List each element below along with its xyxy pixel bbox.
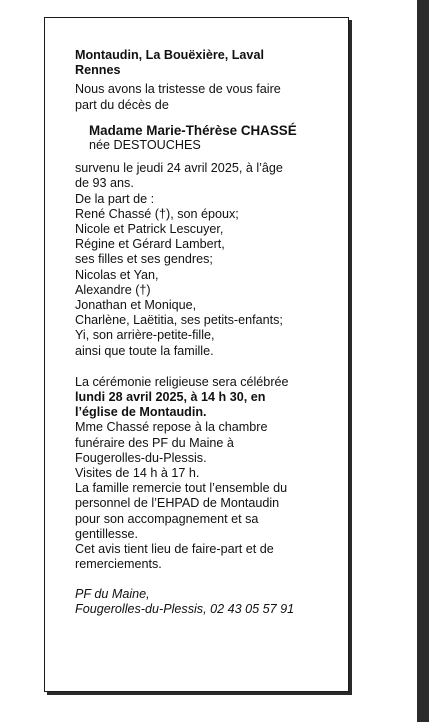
detail-line: ainsi que toute la famille. — [75, 343, 214, 358]
ceremony-section — [75, 375, 345, 573]
ceremony-line: gentillesse. — [75, 526, 139, 541]
places-heading: Montaudin, La Bouëxière, Laval — [75, 48, 264, 62]
detail-line: survenu le jeudi 24 avril 2025, à l’âge — [75, 161, 283, 176]
detail-line: Jonathan et Monique, — [75, 298, 197, 313]
scrollbar-strip — [417, 0, 429, 722]
ceremony-line: personnel de l’EHPAD de Montaudin — [75, 496, 280, 511]
detail-line: Nicole et Patrick Lescuyer, — [75, 222, 224, 237]
family-details — [75, 161, 345, 359]
detail-line: de 93 ans. — [75, 176, 134, 191]
ceremony-line: Mme Chassé repose à la chambre — [75, 420, 268, 435]
intro-text: Nous avons la tristesse de vous faire — [75, 82, 281, 97]
obituary-notice — [44, 17, 349, 692]
deceased-block — [89, 123, 345, 153]
deceased-name: Madame Marie-Thérèse CHASSÉ — [89, 122, 297, 138]
ceremony-line: Cet avis tient lieu de faire-part et de — [75, 542, 274, 557]
funeral-home-contact: Fougerolles-du-Plessis, 02 43 05 57 91 — [75, 601, 295, 616]
funeral-home-footer — [75, 587, 345, 617]
detail-line: Yi, son arrière-petite-fille, — [75, 328, 215, 343]
maiden-name: née DESTOUCHES — [89, 138, 201, 153]
places-heading-city: Rennes — [75, 63, 121, 78]
ceremony-line: Fougerolles-du-Plessis. — [75, 450, 207, 465]
intro-text: part du décès de — [75, 97, 169, 112]
detail-line: Régine et Gérard Lambert, — [75, 237, 225, 252]
ceremony-line: pour son accompagnement et sa — [75, 511, 259, 526]
notice-content — [75, 48, 345, 617]
ceremony-date: lundi 28 avril 2025, à 14 h 30, en — [75, 390, 266, 405]
detail-line: De la part de : — [75, 191, 155, 206]
detail-line: ses filles et ses gendres; — [75, 252, 213, 267]
funeral-home-name: PF du Maine, — [75, 586, 150, 601]
ceremony-line: Visites de 14 h à 17 h. — [75, 466, 200, 481]
ceremony-intro: La cérémonie religieuse sera célébrée — [75, 374, 289, 389]
ceremony-place: l’église de Montaudin. — [75, 405, 207, 420]
detail-line: Nicolas et Yan, — [75, 267, 159, 282]
detail-line: René Chassé (†), son époux; — [75, 206, 239, 221]
ceremony-line: remerciements. — [75, 557, 162, 572]
detail-line: Alexandre (†) — [75, 282, 151, 297]
ceremony-line: La famille remercie tout l’ensemble du — [75, 481, 288, 496]
ceremony-line: funéraire des PF du Maine à — [75, 435, 234, 450]
detail-line: Charlène, Laëtitia, ses petits-enfants; — [75, 313, 283, 328]
